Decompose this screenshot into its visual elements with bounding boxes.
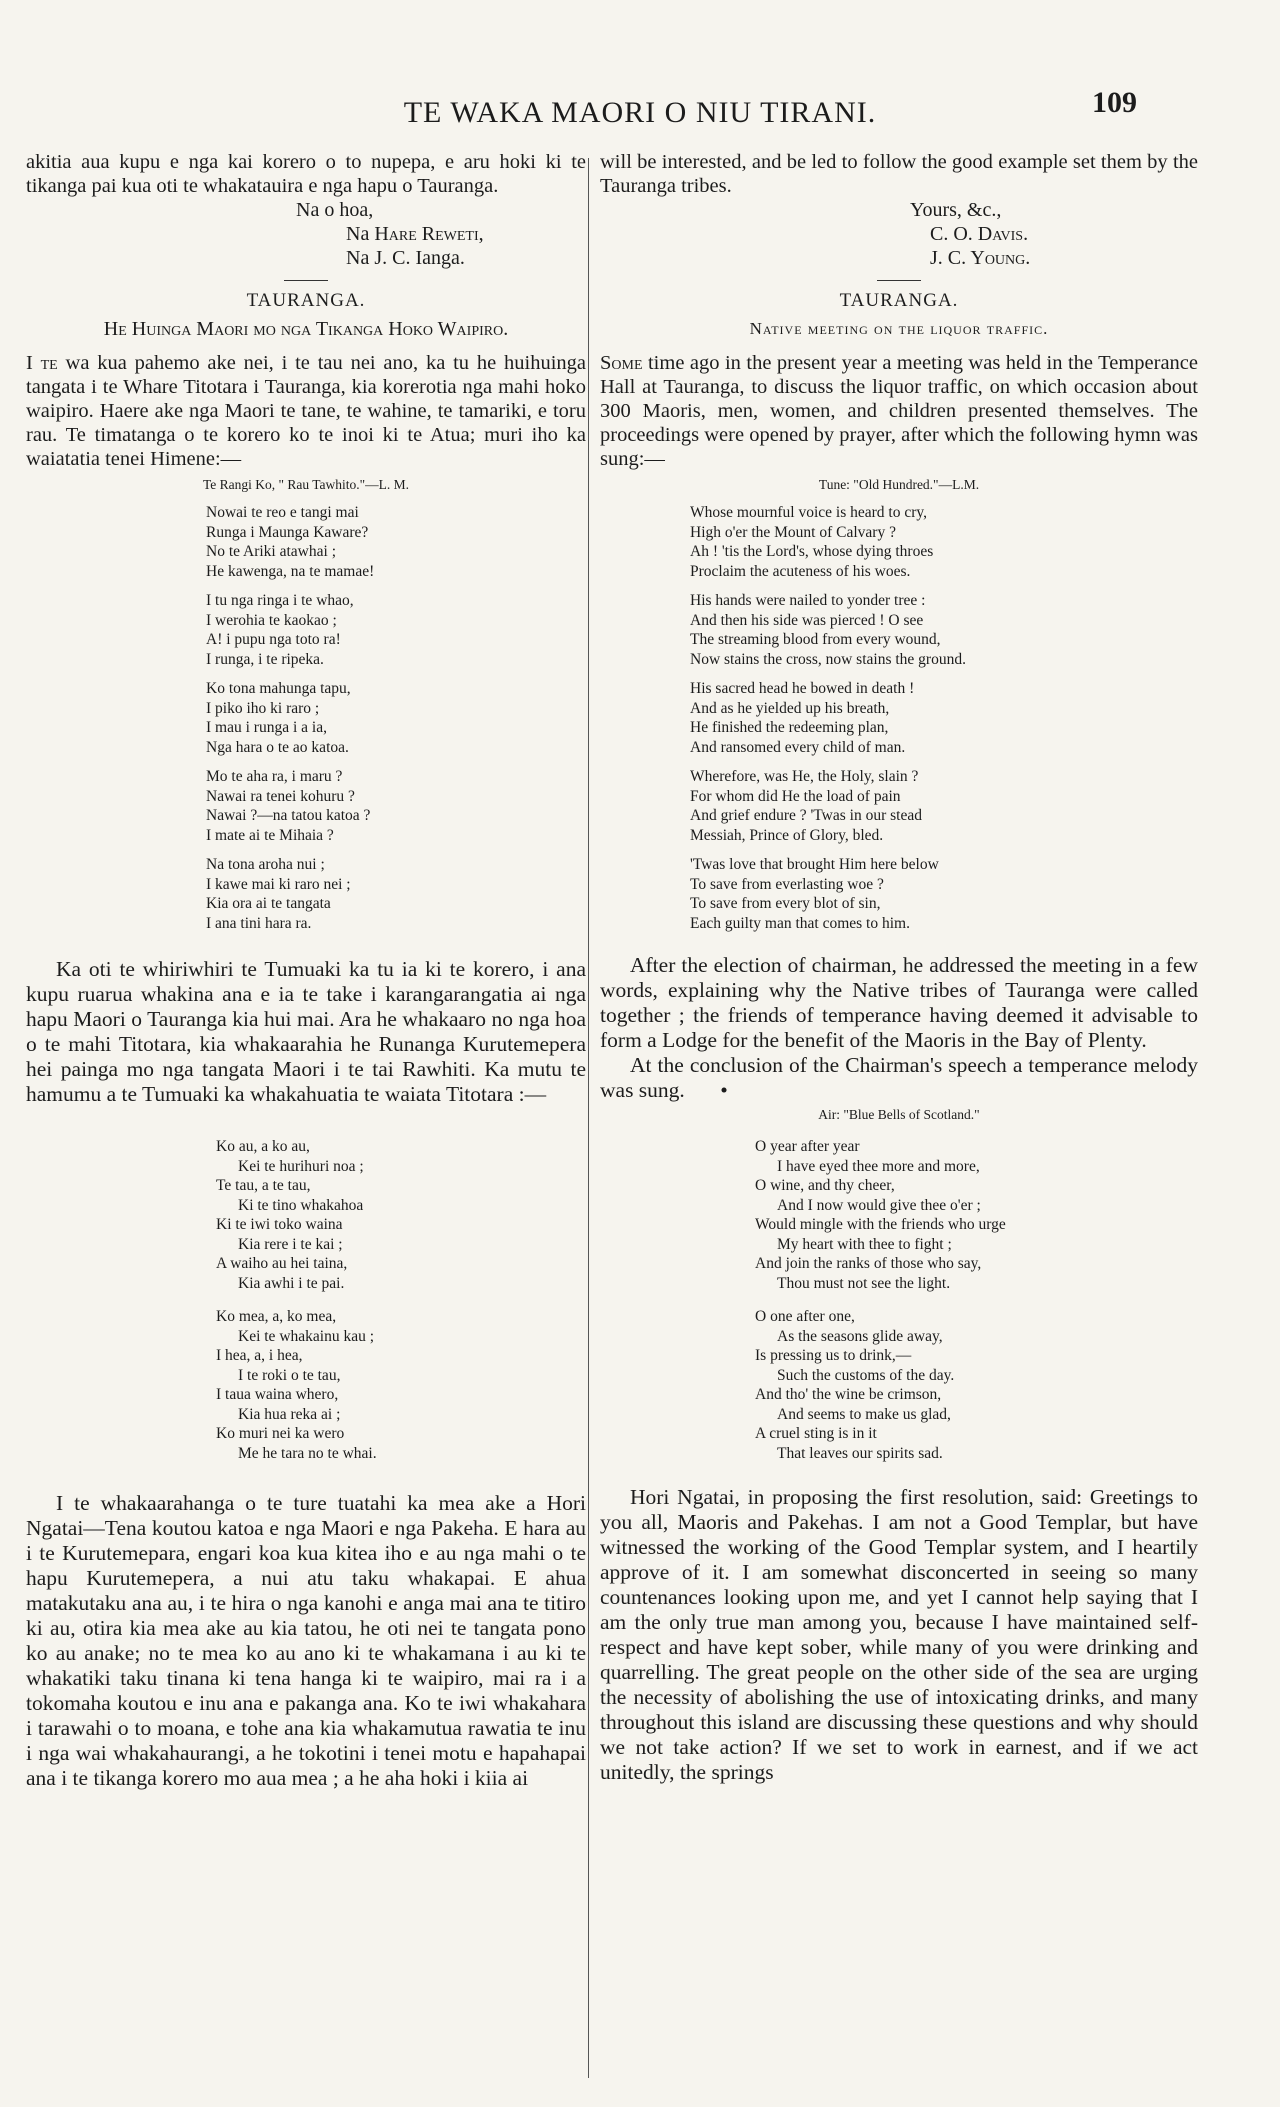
hymn-verse xyxy=(690,679,1198,757)
hymn-verse xyxy=(690,503,1198,581)
hymn-verse xyxy=(690,767,1198,845)
right-song-air: Air: "Blue Bells of Scotland." xyxy=(818,1107,980,1122)
verse-line: I piko iho ki raro ; xyxy=(206,699,320,717)
verse-line: Wherefore, was He, the Holy, slain ? xyxy=(690,768,919,785)
song-line: My heart with thee to fight ; xyxy=(777,1235,952,1253)
song-stanza xyxy=(216,1137,586,1293)
left-section-rule xyxy=(284,280,328,281)
verse-line: A! i pupu nga toto ra! xyxy=(206,631,341,648)
page-header-title: TE WAKA MAORI O NIU TIRANI. xyxy=(403,96,877,129)
song-line: Me he tara no te whai. xyxy=(238,1444,377,1462)
left-signoff-name2: Na J. C. Ianga. xyxy=(346,247,465,269)
hymn-verse xyxy=(206,591,586,669)
song-line: Kei te hurihuri noa ; xyxy=(238,1157,364,1175)
right-subtitle: Native meeting on the liquor traffic. xyxy=(749,319,1049,338)
right-opening-paragraph: will be interested, and be led to follow the good example set them by the Tauranga tribes. xyxy=(600,151,1198,197)
verse-line: I runga, i te ripeka. xyxy=(206,650,324,668)
verse-line: Nawai ?—na tatou katoa ? xyxy=(206,807,371,824)
song-line: I te roki o te tau, xyxy=(238,1366,341,1384)
verse-line: His hands were nailed to yonder tree : xyxy=(690,592,926,609)
verse-line: Whose mournful voice is heard to cry, xyxy=(690,504,928,521)
hymn-verse xyxy=(206,503,586,581)
verse-line: He kawenga, na te mamae! xyxy=(206,562,375,580)
song-line: Is pressing us to drink,— xyxy=(755,1347,912,1364)
verse-line: Nga hara o te ao katoa. xyxy=(206,738,349,756)
verse-line: Nawai ra tenei kohuru ? xyxy=(206,787,355,805)
verse-line: Messiah, Prince of Glory, bled. xyxy=(690,826,884,844)
page-number: 109 xyxy=(1092,86,1137,119)
song-stanza xyxy=(755,1137,1198,1293)
verse-line: Runga i Maunga Kaware? xyxy=(206,523,369,541)
song-line: Te tau, a te tau, xyxy=(216,1177,311,1194)
verse-line: The streaming blood from every wound, xyxy=(690,631,941,648)
right-paragraph-2: After the election of chairman, he addressed the meeting in a few words, explaining why the Native tribes of Tauranga were called together ; the friends of temperance having deemed it advisable to form a Lodge for the benefit of the Maoris in the Bay of Plenty. xyxy=(600,953,1198,1052)
song-line: I hea, a, i hea, xyxy=(216,1347,303,1364)
right-hymn-tune: Tune: "Old Hundred."—L.M. xyxy=(818,477,980,492)
song-line: Kia hua reka ai ; xyxy=(238,1405,341,1423)
hymn-verse xyxy=(206,679,586,757)
verse-line: Each guilty man that comes to him. xyxy=(690,914,910,932)
left-section-title: TAURANGA. xyxy=(246,290,366,311)
left-paragraph-3: I te whakaarahanga o te ture tuatahi ka mea ake a Hori Ngatai—Tena koutou katoa e nga Maori e nga Pakeha. E hara au i te Kurutemepara, engari koa kua kitea iho e au nga mahi o te hapu Kurutemepera, a nui atu taku whakapai. E ahua matakutaku ana au, i te hira o nga kanohi e anga mai ana te titiro ki au, otira kia mea ake au kia tatou, he oti nei te tangata pono ko au anake; no te mea ko au ano ki te whakamana i au ki te whakatiki taku tinana ki tena hanga ki te waipiro, mai ra i a tokomaha koutou e inu ana e pakanga ana. Ko te iwi whakahara i tarawahi o to moana, e tohe ana kia whakamutua rawatia te inu i nga wai whakahaurangi, a he tokotini i tenei motu e hapahapai ana i te tikanga korero mo aua mea ; a he aha hoki i kiia ai xyxy=(26,1491,586,1790)
hymn-verse xyxy=(206,767,586,845)
left-hymn-tune: Te Rangi Ko, " Rau Tawhito."—L. M. xyxy=(202,477,410,492)
verse-line: Ah ! 'tis the Lord's, whose dying throes xyxy=(690,543,934,560)
right-signoff-name1: C. O. Davis. xyxy=(930,223,1029,245)
right-paragraph-3: At the conclusion of the Chairman's speech a temperance melody was sung. • xyxy=(600,1053,1198,1102)
verse-line: And then his side was pierced ! O see xyxy=(690,611,924,629)
verse-line: He finished the redeeming plan, xyxy=(690,719,889,736)
verse-line: High o'er the Mount of Calvary ? xyxy=(690,523,896,541)
verse-line: Kia ora ai te tangata xyxy=(206,895,331,912)
right-section-title: TAURANGA. xyxy=(839,290,959,311)
song-line: Kia awhi i te pai. xyxy=(238,1274,345,1292)
verse-line: For whom did He the load of pain xyxy=(690,787,901,805)
hymn-verse xyxy=(206,855,586,933)
right-paragraph-1: Some time ago in the present year a meeting was held in the Temperance Hall at Tauranga, to discuss the liquor traffic, on which occasion about 300 Maoris, men, women, and children presented themselves. The proceedings were opened by prayer, after which the following hymn was sung:— xyxy=(600,352,1198,470)
left-opening-paragraph: akitia aua kupu e nga kai korero o to nupepa, e aru hoki ki te tikanga pai kua oti te whakatauira e nga hapu o Tauranga. xyxy=(26,151,586,197)
right-signoff-greeting: Yours, &c., xyxy=(910,199,1002,221)
song-line: Ko muri nei ka wero xyxy=(216,1425,345,1442)
verse-line: Mo te aha ra, i maru ? xyxy=(206,768,343,785)
verse-line: And ransomed every child of man. xyxy=(690,738,906,756)
song-line: Would mingle with the friends who urge xyxy=(755,1216,1006,1233)
song-line: Such the customs of the day. xyxy=(777,1366,955,1384)
song-line: Ki te tino whakahoa xyxy=(238,1196,364,1214)
verse-line: Nowai te reo e tangi mai xyxy=(206,504,359,521)
song-line: And join the ranks of those who say, xyxy=(755,1255,982,1272)
verse-line: I tu nga ringa i te whao, xyxy=(206,592,354,609)
left-paragraph-1: I te wa kua pahemo ake nei, i te tau nei ano, ka tu he huihuinga tangata i te Whare Titotara i Tauranga, kia korerotia nga mahi hoko waipiro. Haere ake nga Maori te tane, te wahine, te tamariki, e toru rau. Te timatanga o te korero ko te inoi ki te Atua; muri iho ka waiatatia tenei Himene:— xyxy=(26,352,587,470)
verse-line: No te Ariki atawhai ; xyxy=(206,543,336,560)
verse-line: To save from every blot of sin, xyxy=(690,895,881,912)
song-line: I have eyed thee more and more, xyxy=(777,1157,980,1175)
verse-line: Proclaim the acuteness of his woes. xyxy=(690,562,911,580)
hymn-verse xyxy=(690,855,1198,933)
verse-line: I ana tini hara ra. xyxy=(206,914,312,932)
right-signoff-name2: J. C. Young. xyxy=(930,247,1031,269)
song-stanza xyxy=(216,1307,586,1463)
song-line: And seems to make us glad, xyxy=(777,1405,951,1423)
song-line: Kia rere i te kai ; xyxy=(238,1235,343,1253)
song-line: Kei te whakainu kau ; xyxy=(238,1327,375,1345)
verse-line: I mate ai te Mihaia ? xyxy=(206,826,334,844)
song-stanza xyxy=(755,1307,1198,1463)
right-hymn xyxy=(600,503,1198,933)
left-column-maori xyxy=(26,150,586,1791)
song-line: Ko mea, a, ko mea, xyxy=(216,1308,337,1325)
song-line: O wine, and thy cheer, xyxy=(755,1177,895,1194)
song-line: And tho' the wine be crimson, xyxy=(755,1386,942,1403)
right-column-english xyxy=(600,150,1198,1785)
left-signoff-greeting: Na o hoa, xyxy=(296,199,374,221)
left-paragraph-2: Ka oti te whiriwhiri te Tumuaki ka tu ia ki te korero, i ana kupu ruarua whakina ana e ia te take i karangarangatia ai nga hapu Maori o Tauranga kia hui mai. Ara he whakaaro no nga hoa o te mahi Titotara, kia whakaarahia he Runanga Kurutemepera hei painga mo nga tangata Maori i te tai Rawhiti. Ka mutu te hamumu a te Tumuaki ka whakahuatia te waiata Titotara :— xyxy=(26,957,586,1106)
song-line: O one after one, xyxy=(755,1308,855,1325)
song-line: That leaves our spirits sad. xyxy=(777,1444,943,1462)
left-song xyxy=(26,1137,586,1463)
song-line: And I now would give thee o'er ; xyxy=(777,1196,981,1214)
verse-line: And grief endure ? 'Twas in our stead xyxy=(690,807,922,824)
song-line: Ki te iwi toko waina xyxy=(216,1216,343,1233)
right-section-rule xyxy=(877,280,921,281)
song-line: As the seasons glide away, xyxy=(777,1327,943,1345)
bullet-mark: • xyxy=(720,1078,728,1102)
verse-line: I werohia te kaokao ; xyxy=(206,611,337,629)
left-signoff-name1: Na Hare Reweti, xyxy=(346,223,484,245)
right-paragraph-4: Hori Ngatai, in proposing the first resolution, said: Greetings to you all, Maoris and Pakehas. I am not a Good Templar, but have witnessed the working of the Good Templar system, and I heartily approve of it. I am somewhat disconcerted in seeing so many countenances looking upon me, and yet I cannot help saying that I am the only true man among you, because I have maintained self-respect and have kept sober, while many of you were drinking and quarrelling. The great people on the other side of the sea are urging the necessity of abolishing the use of intoxicating drinks, and many throughout this island are discussing these questions and why should we not take action? If we set to work in earnest, and if we act unitedly, the springs xyxy=(600,1485,1198,1784)
verse-line: His sacred head he bowed in death ! xyxy=(690,680,915,697)
verse-line: And as he yielded up his breath, xyxy=(690,699,890,717)
verse-line: Na tona aroha nui ; xyxy=(206,856,325,873)
left-hymn xyxy=(26,503,586,933)
song-line: O year after year xyxy=(755,1138,860,1155)
column-divider xyxy=(588,158,589,2078)
hymn-verse xyxy=(690,591,1198,669)
verse-line: I mau i runga i a ia, xyxy=(206,719,327,736)
verse-line: 'Twas love that brought Him here below xyxy=(690,856,939,873)
right-song xyxy=(600,1137,1198,1463)
verse-line: To save from everlasting woe ? xyxy=(690,875,884,893)
left-subtitle: He Huinga Maori mo nga Tikanga Hoko Waipiro. xyxy=(103,318,509,340)
song-line: I taua waina whero, xyxy=(216,1386,339,1403)
verse-line: I kawe mai ki raro nei ; xyxy=(206,875,351,893)
song-line: Thou must not see the light. xyxy=(777,1274,951,1292)
song-line: A waiho au hei taina, xyxy=(216,1255,348,1272)
verse-line: Ko tona mahunga tapu, xyxy=(206,680,351,697)
song-line: A cruel sting is in it xyxy=(755,1425,877,1442)
verse-line: Now stains the cross, now stains the ground. xyxy=(690,650,966,668)
song-line: Ko au, a ko au, xyxy=(216,1138,310,1155)
